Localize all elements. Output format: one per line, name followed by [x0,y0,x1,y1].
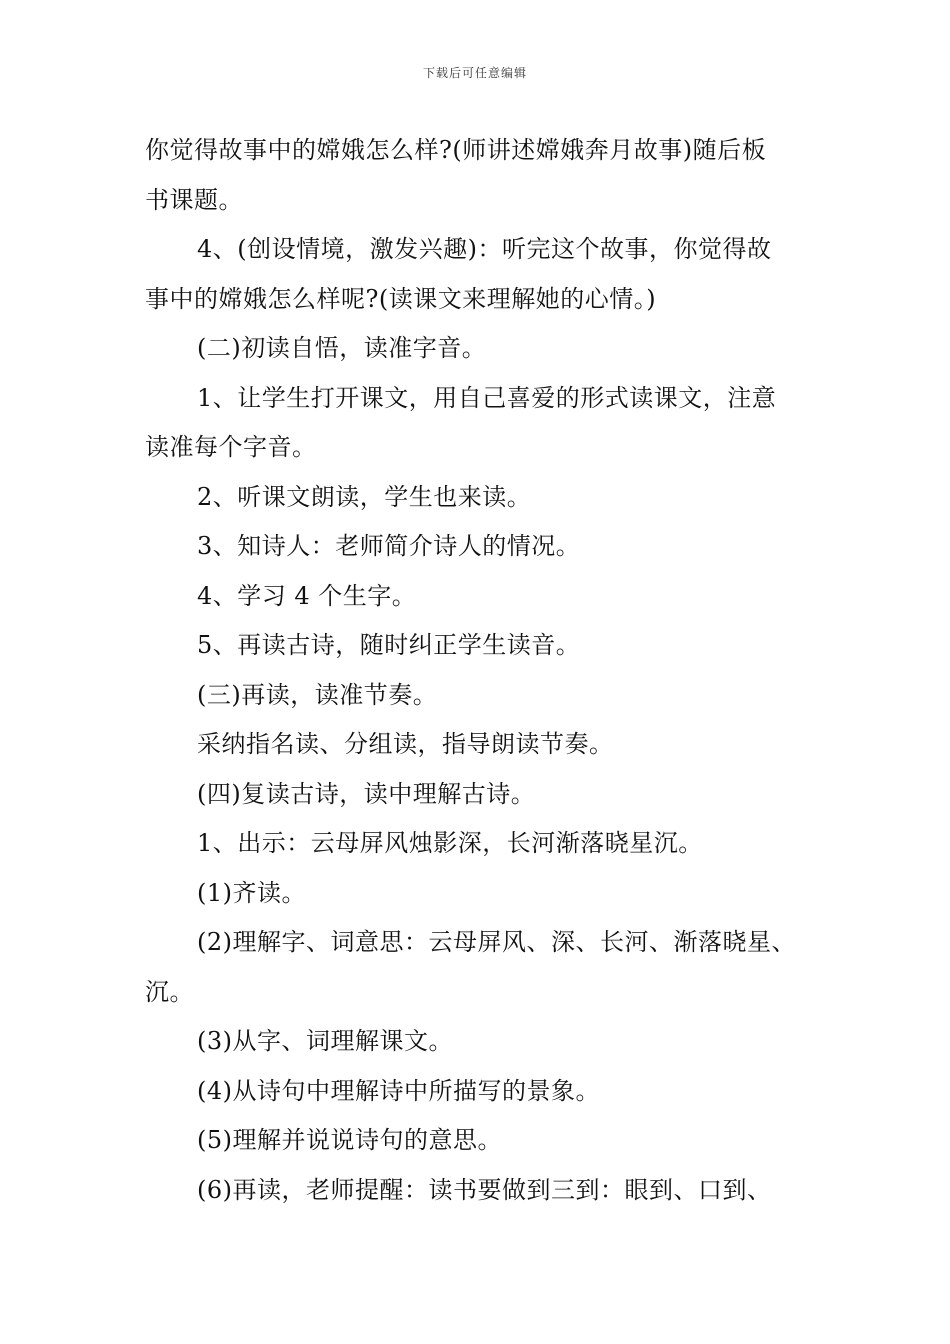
text-line: 5、再读古诗，随时纠正学生读音。 [197,631,581,659]
text-line: 读准每个字音。 [145,433,317,461]
text-line: 1、出示：云母屏风烛影深，长河渐落晓星沉。 [197,829,703,857]
text-line: (4)从诗句中理解诗中所描写的景象。 [197,1076,600,1105]
text-line: (5)理解并说说诗句的意思。 [197,1126,502,1154]
text-line: (3)从字、词理解课文。 [197,1027,453,1055]
text-line: (1)齐读。 [197,878,306,907]
text-line: (三)再读，读准节奏。 [197,680,438,709]
text-line: 3、知诗人：老师简介诗人的情况。 [197,532,581,560]
text-line: (2)理解字、词意思：云母屏风、深、长河、渐落晓星、 [197,928,796,956]
text-line: 书课题。 [145,185,243,214]
text-line: (6)再读，老师提醒：读书要做到三到：眼到、口到、 [197,1175,772,1204]
document-body [145,126,825,1215]
text-line: 你觉得故事中的嫦娥怎么样?(师讲述嫦娥奔月故事)随后板 [145,136,767,164]
text-line: 沉。 [145,977,194,1006]
text-line: 2、听课文朗读，学生也来读。 [197,482,532,511]
text-line: 采纳指名读、分组读，指导朗读节奏。 [197,730,614,758]
text-line: 4、学习 4 个生字。 [197,581,417,610]
text-line: 1、让学生打开课文，用自己喜爱的形式读课文，注意 [197,383,777,412]
page-header: 下载后可任意编辑 [422,66,527,80]
text-line: 事中的嫦娥怎么样呢?(读课文来理解她的心情。) [145,284,657,313]
text-line: (二)初读自悟，读准字音。 [197,334,487,362]
text-line: (四)复读古诗，读中理解古诗。 [197,779,536,808]
text-line: 4、(创设情境，激发兴趣)：听完这个故事，你觉得故 [197,235,772,263]
